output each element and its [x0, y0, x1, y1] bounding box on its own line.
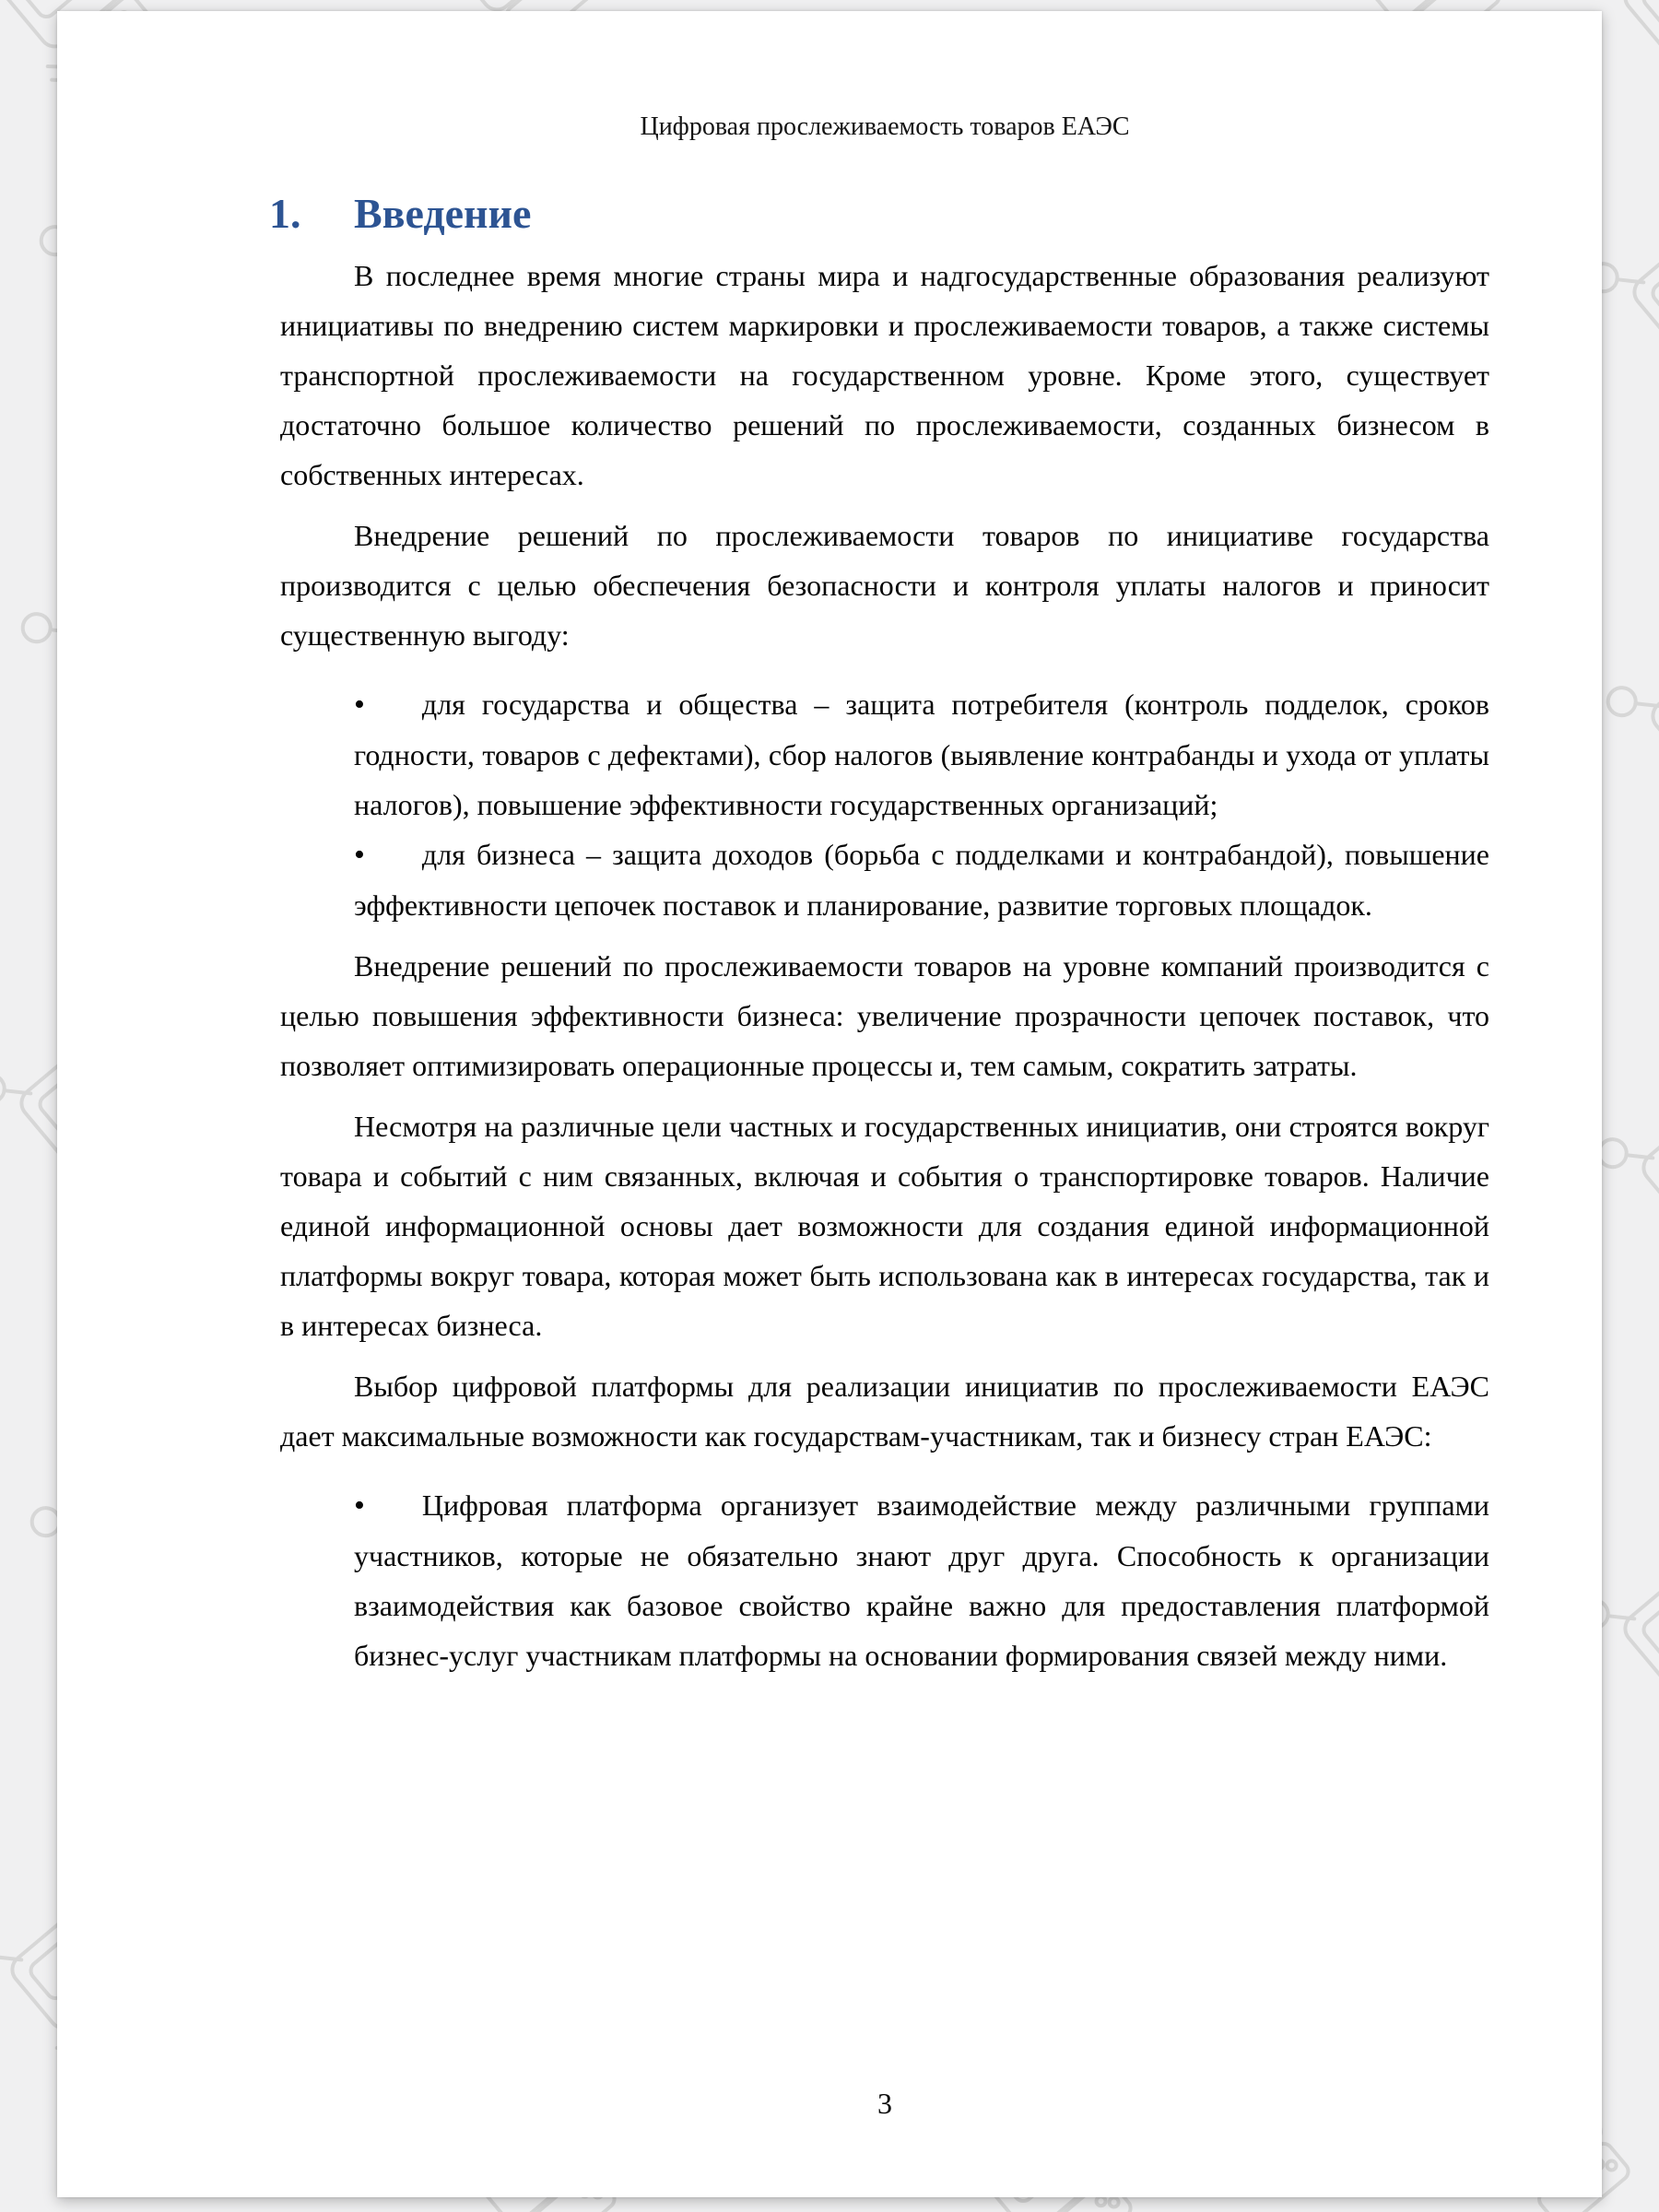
page-number: 3	[877, 2087, 892, 2120]
bullet-list	[280, 679, 1489, 930]
list-item	[354, 679, 1489, 830]
bullet-marker-icon: •	[354, 837, 365, 872]
bullet-marker-icon: •	[354, 1488, 365, 1523]
list-item-text: для бизнеса – защита доходов (борьба с подделками и контрабандой), повышение эффективности цепочек поставок и планирование, развитие торговых площадок.	[354, 837, 1489, 922]
section-title: Введение	[354, 190, 532, 237]
truck-doodle-icon	[1603, 618, 1659, 835]
list-item	[354, 1480, 1489, 1680]
paragraph: Выбор цифровой платформы для реализации инициатив по прослеживаемости ЕАЭС дает максимальные возможности как государствам-участникам, так и бизнесу стран ЕАЭС:	[280, 1369, 1489, 1453]
list-item-text: Цифровая платформа организует взаимодействие между различными группами участников, которые не обязательно знают друг друга. Способность к организации взаимодействия как базовое свойство крайне важно для предоставления платформой бизнес-услуг участникам платформы на основании формирования связей между ними.	[354, 1488, 1489, 1672]
paragraph: Несмотря на различные цели частных и государственных инициатив, они строятся вокруг товара и событий с ним связанных, включая и события о транспортировке товаров. Наличие единой информационной основы дает возможности для создания единой информационной платформы вокруг товара, которая может быть использована как в интересах государства, так и в интересах бизнеса.	[280, 1109, 1489, 1342]
document-body	[280, 251, 1489, 1680]
document-page	[57, 11, 1602, 2197]
bullet-marker-icon: •	[354, 687, 365, 722]
section-heading	[269, 190, 1489, 238]
paragraph: Внедрение решений по прослеживаемости товаров на уровне компаний производится с целью повышения эффективности бизнеса: увеличение прозрачности цепочек поставок, что позволяет оптимизировать операционные процессы и, тем самым, сократить затраты.	[280, 948, 1489, 1082]
list-item-text: для государства и общества – защита потребителя (контроль подделок, сроков годности, товаров с дефектами), сбор налогов (выявление контрабанды и ухода от уплаты налогов), повышение эффективности государственных организаций;	[354, 687, 1489, 821]
running-header: Цифровая прослеживаемость товаров ЕАЭС	[640, 112, 1130, 141]
bullet-list	[280, 1480, 1489, 1680]
section-number: 1.	[269, 190, 301, 237]
paragraph: Внедрение решений по прослеживаемости товаров по инициативе государства производится с целью обеспечения безопасности и контроля уплаты налогов и приносит существенную выгоду:	[280, 518, 1489, 652]
truck-doodle-icon	[1594, 1069, 1659, 1287]
page-content	[269, 11, 1489, 1688]
list-item	[354, 830, 1489, 930]
paragraph: В последнее время многие страны мира и надгосударственные образования реализуют инициативы по внедрению систем маркировки и прослеживаемости товаров, а также системы транспортной прослеживаемости на государственном уровне. Кроме этого, существует достаточно большое количество решений по прослеживаемости, созданных бизнесом в собственных интересах.	[280, 258, 1489, 491]
